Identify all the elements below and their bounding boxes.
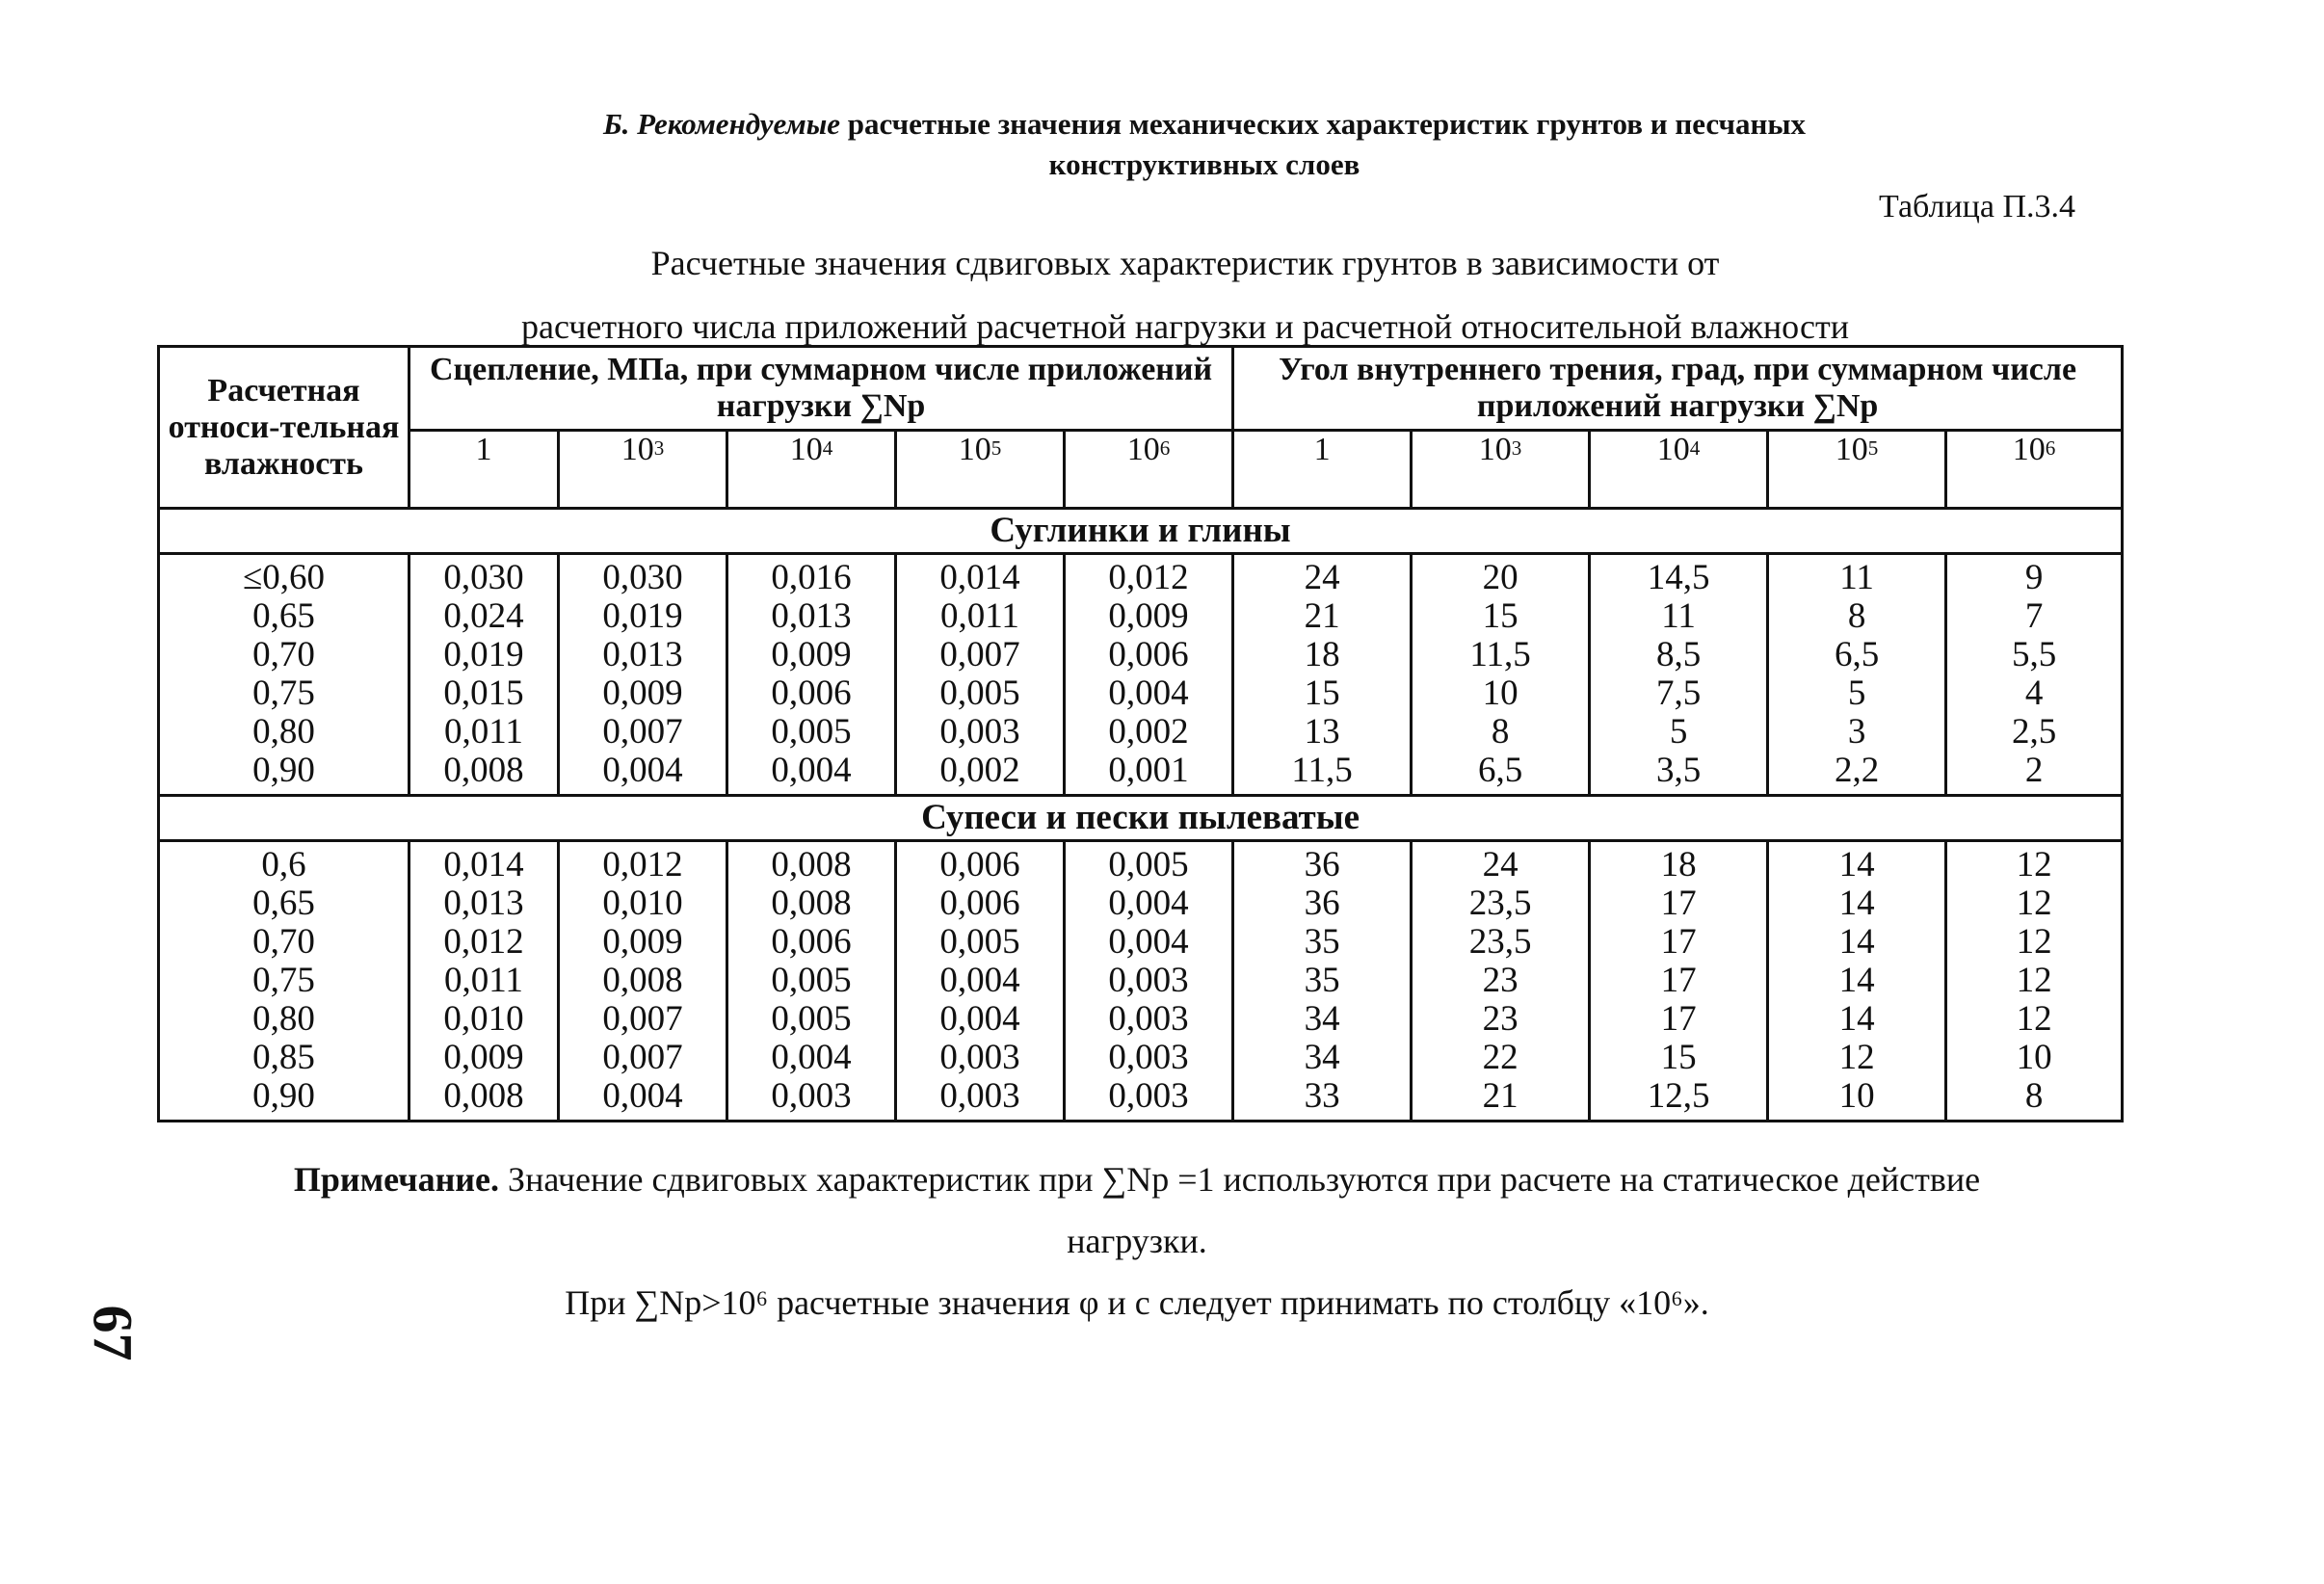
table-cell: 0,90 <box>159 1077 409 1122</box>
note-line3: При ∑Nр>10⁶ расчетные значения φ и с следует принимать по столбцу «10⁶». <box>565 1283 1709 1322</box>
table-cell: 0,030 <box>409 554 559 598</box>
subheader-base: 10 <box>1656 432 1690 467</box>
table-cell: 23 <box>1412 962 1590 1000</box>
table-cell: 0,003 <box>896 1077 1065 1122</box>
table-cell: 0,003 <box>896 713 1065 752</box>
subheader-cell <box>559 431 727 509</box>
table-cell: 0,005 <box>896 674 1065 713</box>
table-cell: 0,003 <box>1065 1077 1233 1122</box>
table-cell: 14,5 <box>1590 554 1768 598</box>
table-cell: 6,5 <box>1768 636 1946 674</box>
table-cell: 0,80 <box>159 1000 409 1039</box>
table-cell: 0,75 <box>159 674 409 713</box>
table-cell: 0,011 <box>409 962 559 1000</box>
table-row <box>159 713 2123 752</box>
note-label: Примечание. <box>293 1160 500 1199</box>
table-cell: 21 <box>1233 597 1412 636</box>
table-cell: 0,70 <box>159 923 409 962</box>
table-cell: 0,006 <box>896 884 1065 923</box>
table-cell: 23 <box>1412 1000 1590 1039</box>
table-cell: 0,004 <box>1065 674 1233 713</box>
table-cell: 11 <box>1590 597 1768 636</box>
table-cell: 0,005 <box>727 713 896 752</box>
table-row <box>159 554 2123 598</box>
table-cell: 8 <box>1946 1077 2123 1122</box>
table-cell: 21 <box>1412 1077 1590 1122</box>
table-cell: 3 <box>1768 713 1946 752</box>
table-cell: 17 <box>1590 884 1768 923</box>
table-cell: 0,004 <box>896 1000 1065 1039</box>
table-cell: 14 <box>1768 884 1946 923</box>
table-cell: 0,012 <box>559 841 727 885</box>
subheader-cell <box>896 431 1065 509</box>
table-cell: 12,5 <box>1590 1077 1768 1122</box>
table-cell: 14 <box>1768 923 1946 962</box>
table-cell: 0,004 <box>727 1039 896 1077</box>
table-cell: 23,5 <box>1412 923 1590 962</box>
table-cell: 14 <box>1768 1000 1946 1039</box>
table-cell: 5,5 <box>1946 636 2123 674</box>
table-cell: 0,006 <box>727 923 896 962</box>
table-cell: 0,006 <box>727 674 896 713</box>
table-cell: 0,004 <box>1065 923 1233 962</box>
table-cell: 0,004 <box>559 1077 727 1122</box>
table-row <box>159 1039 2123 1077</box>
subheader-exponent: 5 <box>990 436 1002 460</box>
subheader-base: 10 <box>1478 432 1512 467</box>
table-cell: 0,007 <box>559 1039 727 1077</box>
table-cell: 7,5 <box>1590 674 1768 713</box>
table-cell: 0,013 <box>409 884 559 923</box>
table-cell: 2,2 <box>1768 752 1946 796</box>
table-cell: 0,90 <box>159 752 409 796</box>
table-cell: 0,003 <box>896 1039 1065 1077</box>
table-cell: 0,008 <box>409 1077 559 1122</box>
table-cell: 11 <box>1768 554 1946 598</box>
table-cell: 18 <box>1590 841 1768 885</box>
table-cell: 0,013 <box>727 597 896 636</box>
table-cell: 0,013 <box>559 636 727 674</box>
heading-line1: расчетные значения механических характеристик грунтов и песчаных <box>840 107 1807 141</box>
table-cell: 0,011 <box>896 597 1065 636</box>
table-cell: 0,007 <box>559 713 727 752</box>
table-cell: 35 <box>1233 962 1412 1000</box>
subheader-cell <box>1768 431 1946 509</box>
subheader-base: 10 <box>958 432 991 467</box>
table-cell: 0,014 <box>896 554 1065 598</box>
table-cell: 0,003 <box>727 1077 896 1122</box>
table-cell: 0,003 <box>1065 1039 1233 1077</box>
table-cell: 14 <box>1768 962 1946 1000</box>
table-cell: 0,70 <box>159 636 409 674</box>
table-cell: 0,005 <box>896 923 1065 962</box>
table-row <box>159 597 2123 636</box>
table-cell: 0,003 <box>1065 1000 1233 1039</box>
table-cell: 0,024 <box>409 597 559 636</box>
table-cell: 22 <box>1412 1039 1590 1077</box>
table-cell: 36 <box>1233 841 1412 885</box>
table-cell: 0,005 <box>727 1000 896 1039</box>
table-row <box>159 752 2123 796</box>
table-cell: 24 <box>1233 554 1412 598</box>
table-cell: 0,005 <box>727 962 896 1000</box>
subheader-base: 1 <box>475 432 492 467</box>
table-cell: 0,007 <box>559 1000 727 1039</box>
table-cell: 12 <box>1946 841 2123 885</box>
table-row <box>159 923 2123 962</box>
subheader-cell <box>1412 431 1590 509</box>
subheader-base: 10 <box>2012 432 2046 467</box>
table-cell: 0,002 <box>896 752 1065 796</box>
table-cell: 13 <box>1233 713 1412 752</box>
page-number: 67 <box>81 1305 145 1361</box>
table-cell: 0,014 <box>409 841 559 885</box>
table-cell: 0,011 <box>409 713 559 752</box>
table-cell: 8 <box>1768 597 1946 636</box>
subheader-exponent: 5 <box>1867 436 1879 460</box>
table-cell: 12 <box>1946 1000 2123 1039</box>
subheader-cell <box>409 431 559 509</box>
subheader-exponent: 4 <box>822 436 833 460</box>
table-cell: 10 <box>1412 674 1590 713</box>
section-title: Супеси и пески пылеватые <box>159 796 2123 841</box>
table-cell: 35 <box>1233 923 1412 962</box>
table-cell: 0,75 <box>159 962 409 1000</box>
table-cell: 34 <box>1233 1000 1412 1039</box>
header-moisture: Расчетная относи-тельная влажность <box>159 347 409 509</box>
table-cell: 0,009 <box>409 1039 559 1077</box>
subheader-cell <box>1065 431 1233 509</box>
note-line2: нагрузки. <box>1067 1222 1207 1260</box>
table-cell: 0,85 <box>159 1039 409 1077</box>
table-cell: 5 <box>1768 674 1946 713</box>
header-cohesion: Сцепление, МПа, при суммарном числе приложений нагрузки ∑Nр <box>409 347 1233 431</box>
table-cell: 0,008 <box>559 962 727 1000</box>
table-cell: 0,030 <box>559 554 727 598</box>
subheader-cell <box>1233 431 1412 509</box>
table-cell: 11,5 <box>1233 752 1412 796</box>
subheader-exponent: 6 <box>1159 436 1171 460</box>
table-row <box>159 636 2123 674</box>
note <box>154 1148 2120 1333</box>
table-cell: 0,6 <box>159 841 409 885</box>
caption-line2: расчетного числа приложений расчетной нагрузки и расчетной относительной влажности <box>521 307 1849 346</box>
table-cell: 10 <box>1946 1039 2123 1077</box>
table-cell: 0,002 <box>1065 713 1233 752</box>
header-friction-angle: Угол внутреннего трения, град, при суммарном числе приложений нагрузки ∑Nр <box>1233 347 2123 431</box>
table-cell: 17 <box>1590 1000 1768 1039</box>
subheader-cell <box>1590 431 1768 509</box>
heading-line2: конструктивных слоев <box>1048 147 1360 181</box>
table-cell: 17 <box>1590 923 1768 962</box>
table-cell: 14 <box>1768 841 1946 885</box>
table-cell: 12 <box>1946 923 2123 962</box>
table-cell: 0,005 <box>1065 841 1233 885</box>
table-cell: 0,001 <box>1065 752 1233 796</box>
table-row <box>159 884 2123 923</box>
table-cell: 0,010 <box>409 1000 559 1039</box>
table-cell: 0,004 <box>727 752 896 796</box>
table-cell: 0,012 <box>409 923 559 962</box>
subheader-cell <box>1946 431 2123 509</box>
subheader-base: 10 <box>789 432 823 467</box>
subheader-exponent: 6 <box>2045 436 2056 460</box>
table-cell: 23,5 <box>1412 884 1590 923</box>
table-caption <box>289 231 2081 358</box>
table-cell: 5 <box>1590 713 1768 752</box>
table-row <box>159 1000 2123 1039</box>
table-cell: 20 <box>1412 554 1590 598</box>
table-cell: 3,5 <box>1590 752 1768 796</box>
shear-characteristics-table <box>157 345 2124 1122</box>
subheader-exponent: 3 <box>1511 436 1522 460</box>
section-title: Суглинки и глины <box>159 509 2123 554</box>
table-cell: 0,008 <box>727 841 896 885</box>
table-cell: 0,019 <box>409 636 559 674</box>
table-cell: 12 <box>1946 884 2123 923</box>
table-cell: 0,009 <box>559 674 727 713</box>
table-cell: 36 <box>1233 884 1412 923</box>
heading-italic: Б. Рекомендуемые <box>602 107 841 141</box>
table-cell: 10 <box>1768 1077 1946 1122</box>
table-cell: 12 <box>1946 962 2123 1000</box>
table-row <box>159 841 2123 885</box>
subheader-cell <box>727 431 896 509</box>
table-cell: 0,009 <box>727 636 896 674</box>
section-heading <box>337 104 2072 185</box>
subheader-exponent: 4 <box>1689 436 1701 460</box>
table-cell: 12 <box>1768 1039 1946 1077</box>
table-cell: 0,65 <box>159 884 409 923</box>
table-cell: 0,007 <box>896 636 1065 674</box>
table-cell: 0,019 <box>559 597 727 636</box>
table-cell: 33 <box>1233 1077 1412 1122</box>
table-cell: 2 <box>1946 752 2123 796</box>
table-row <box>159 962 2123 1000</box>
table-cell: 15 <box>1412 597 1590 636</box>
table-cell: 0,016 <box>727 554 896 598</box>
table-cell: 0,65 <box>159 597 409 636</box>
table-cell: 0,012 <box>1065 554 1233 598</box>
table-cell: 15 <box>1233 674 1412 713</box>
caption-line1: Расчетные значения сдвиговых характеристик грунтов в зависимости от <box>650 244 1720 282</box>
table-cell: 0,010 <box>559 884 727 923</box>
table-cell: 18 <box>1233 636 1412 674</box>
table-cell: 9 <box>1946 554 2123 598</box>
table-row <box>159 1077 2123 1122</box>
table-cell: 0,80 <box>159 713 409 752</box>
table-cell: 15 <box>1590 1039 1768 1077</box>
table-cell: 8,5 <box>1590 636 1768 674</box>
table-cell: 0,008 <box>727 884 896 923</box>
table-cell: 11,5 <box>1412 636 1590 674</box>
table-cell: 7 <box>1946 597 2123 636</box>
table-cell: 2,5 <box>1946 713 2123 752</box>
subheader-exponent: 3 <box>653 436 665 460</box>
subheader-base: 10 <box>1835 432 1868 467</box>
table-cell: 0,006 <box>896 841 1065 885</box>
table-cell: 34 <box>1233 1039 1412 1077</box>
table-number: Таблица П.3.4 <box>1879 189 2075 224</box>
table-cell: 0,008 <box>409 752 559 796</box>
table-cell: 8 <box>1412 713 1590 752</box>
table-row <box>159 674 2123 713</box>
table-cell: 0,004 <box>896 962 1065 1000</box>
table-cell: 0,003 <box>1065 962 1233 1000</box>
table-cell: 0,009 <box>1065 597 1233 636</box>
table-cell: 0,009 <box>559 923 727 962</box>
table-cell: ≤0,60 <box>159 554 409 598</box>
table-cell: 4 <box>1946 674 2123 713</box>
table-cell: 24 <box>1412 841 1590 885</box>
table-cell: 17 <box>1590 962 1768 1000</box>
table-cell: 0,004 <box>1065 884 1233 923</box>
subheader-base: 1 <box>1313 432 1331 467</box>
subheader-base: 10 <box>1126 432 1160 467</box>
subheader-base: 10 <box>621 432 654 467</box>
table-cell: 0,015 <box>409 674 559 713</box>
note-line1: Значение сдвиговых характеристик при ∑Nр =1 используются при расчете на статическое действие <box>499 1160 1981 1199</box>
table-cell: 6,5 <box>1412 752 1590 796</box>
table-cell: 0,006 <box>1065 636 1233 674</box>
table-cell: 0,004 <box>559 752 727 796</box>
